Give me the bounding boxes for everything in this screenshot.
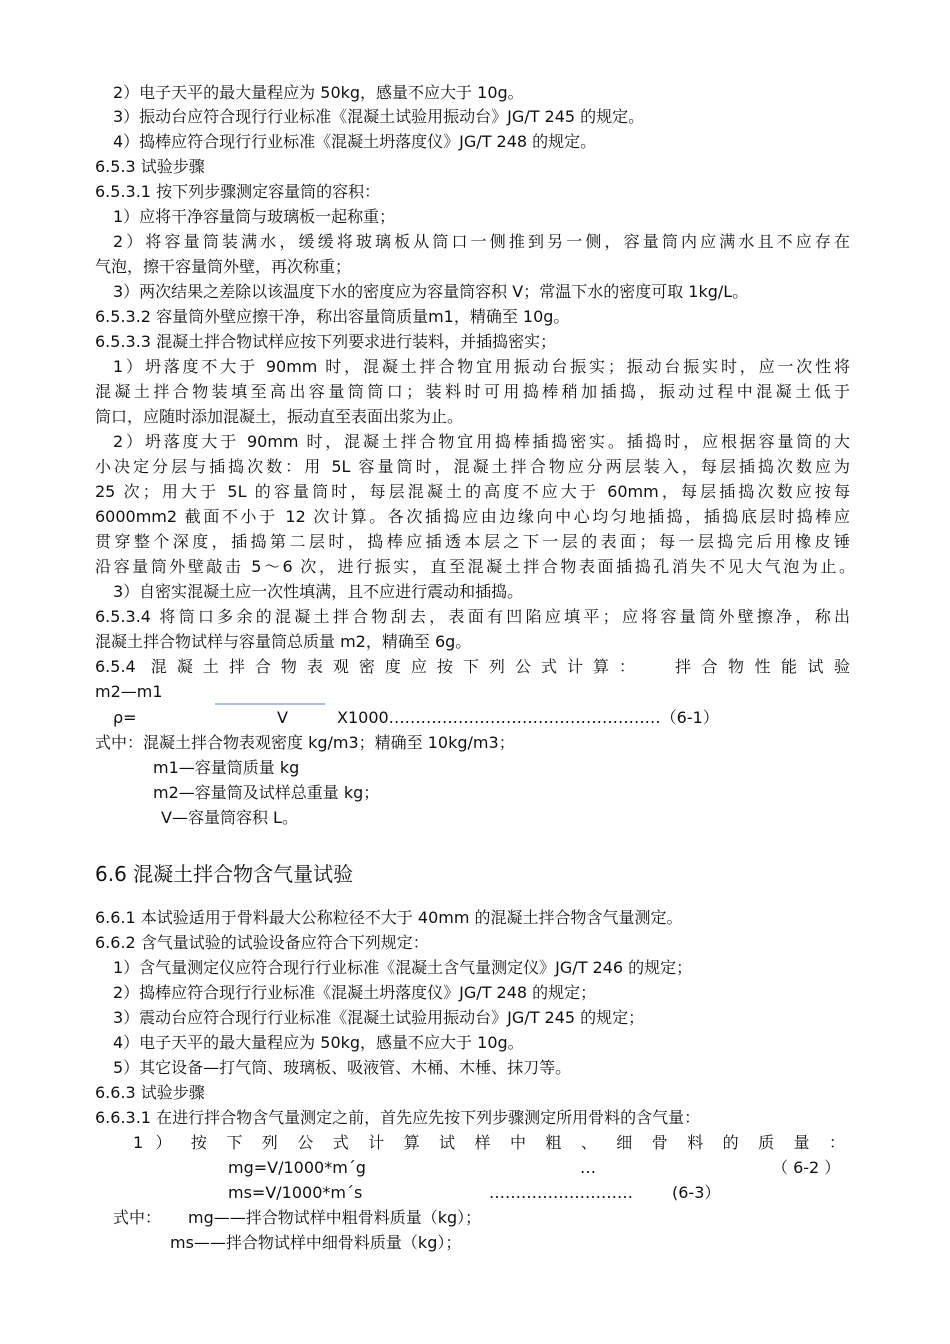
text-line: 式中：混凝土拌合物表观密度 kg/m3；精确至 10kg/m3；	[95, 733, 515, 752]
text-line: V—容量筒容积 L。	[161, 808, 298, 827]
text-line: ms——拌合物试样中细骨料质量（kg）；	[170, 1233, 462, 1252]
formula-denominator: V	[277, 708, 288, 727]
formula-number: （ 6-2 ）	[772, 1158, 841, 1177]
text-line: mg——拌合物试样中粗骨料质量（kg）；	[188, 1208, 482, 1227]
text-line: 3）两次结果之差除以该温度下水的密度应为容量筒容积 V；常温下水的密度可取 1kg/L。	[113, 282, 749, 301]
text-line: 3）振动台应符合现行行业标准《混凝土试验用振动台》JG/T 245 的规定。	[113, 107, 645, 126]
page-header-text: 拌合物性能试验	[675, 657, 850, 676]
text-line: m2—容量筒及试样总重量 kg；	[153, 783, 380, 802]
text-line: 沿容量筒外壁敲击 5～6 次，进行振实，直至混凝土拌合物表面插捣孔消失不见大气泡为止。	[95, 557, 855, 576]
text-line: 2）坍落度大于 90mm 时，混凝土拌合物宜用捣棒插捣密实。插捣时，应根据容量筒的大	[113, 432, 850, 451]
formula-intro: 6.5.4 混凝土拌合物表观密度应按下列公式计算：	[95, 657, 635, 676]
text-line: 贯穿整个深度，插捣第二层时，捣棒应插透本层之下一层的表面；每一层捣完后用橡皮锤	[95, 532, 850, 551]
text-line: 2）将容量筒装满水，缓缓将玻璃板从筒口一侧推到另一侧，容量筒内应满水且不应存在	[113, 232, 850, 251]
formula-number: (6-3）	[672, 1183, 721, 1202]
section-heading: 6.5.3 试验步骤	[95, 157, 205, 176]
text-line: 混凝土拌合物装填至高出容量筒筒口；装料时可用捣棒稍加插捣，振动过程中混凝土低于	[95, 382, 850, 401]
formula-dots: …	[580, 1158, 596, 1177]
text-line: 6.5.3.2 容量筒外壁应擦干净，称出容量筒质量m1，精确至 10g。	[95, 307, 570, 326]
text-line: 6.6.1 本试验适用于骨料最大公称粒径不大于 40mm 的混凝土拌合物含气量测定。	[95, 908, 683, 927]
text-line: 6000mm2 截面不小于 12 次计算。各次插捣应由边缘向中心均匀地插捣，插捣底层时捣棒应	[95, 507, 850, 526]
text-line: 6.5.3.3 混凝土拌合物试样应按下列要求进行装料，并插捣密实；	[95, 332, 557, 351]
text-line: 式中：	[113, 1208, 162, 1227]
formula-ms: ms=V/1000*m´s	[228, 1183, 363, 1202]
text-line: 1）坍落度不大于 90mm 时，混凝土拌合物宜用振动台振实；振动台振实时，应一次性将	[113, 357, 850, 376]
formula-numerator: m2—m1	[95, 682, 163, 701]
text-line: 25 次；用大于 5L 的容量筒时，每层混凝土的高度不应大于 60mm，每层插捣次数应按每	[95, 482, 850, 501]
text-line: 1 ） 按 下 列 公 式 计 算 试 样 中 粗 、 细 骨 料 的 质 量 ：	[133, 1133, 845, 1152]
formula-tail: X1000……………………………………………（6-1）	[337, 708, 719, 727]
text-line: 1）含气量测定仪应符合现行行业标准《混凝土含气量测定仪》JG/T 246 的规定；	[113, 958, 693, 977]
text-line: m1—容量筒质量 kg	[153, 758, 300, 777]
text-line: 筒口，应随时添加混凝土，振动直至表面出浆为止。	[95, 407, 464, 426]
formula-mg: mg=V/1000*m´g	[228, 1158, 366, 1177]
text-line: 混凝土拌合物试样与容量筒总质量 m2，精确至 6g。	[95, 632, 472, 651]
text-line: 6.6.2 含气量试验的试验设备应符合下列规定：	[95, 933, 429, 952]
text-line: 3）震动台应符合现行行业标准《混凝土试验用振动台》JG/T 245 的规定；	[113, 1008, 645, 1027]
text-line: 5）其它设备—打气筒、玻璃板、吸液管、木桶、木棰、抹刀等。	[113, 1058, 572, 1077]
fraction-bar	[215, 703, 325, 705]
formula-symbol: ρ=	[113, 708, 137, 727]
text-line: 2）捣棒应符合现行行业标准《混凝土坍落度仪》JG/T 248 的规定；	[113, 983, 597, 1002]
text-line: 1）应将干净容量筒与玻璃板一起称重；	[113, 207, 396, 226]
text-line: 4）电子天平的最大量程应为 50kg，感量不应大于 10g。	[113, 1033, 524, 1052]
text-line: 6.5.3.1 按下列步骤测定容量筒的容积：	[95, 182, 381, 201]
text-line: 2）电子天平的最大量程应为 50kg，感量不应大于 10g。	[113, 83, 524, 102]
text-line: 3）自密实混凝土应一次性填满，且不应进行震动和插捣。	[113, 582, 524, 601]
section-title: 6.6 混凝土拌合物含气量试验	[95, 862, 354, 886]
text-line: 6.6.3.1 在进行拌合物含气量测定之前，首先应先按下列步骤测定所用骨料的含气量：	[95, 1108, 701, 1127]
text-line: 4）捣棒应符合现行行业标准《混凝土坍落度仪》JG/T 248 的规定。	[113, 132, 597, 151]
section-heading: 6.6.3 试验步骤	[95, 1083, 205, 1102]
text-line: 6.5.3.4 将筒口多余的混凝土拌合物刮去，表面有凹陷应填平；应将容量筒外壁擦净，称出	[95, 607, 850, 626]
formula-dots: ………………………	[489, 1183, 633, 1202]
text-line: 气泡，擦干容量筒外壁，再次称重；	[95, 257, 352, 276]
text-line: 小决定分层与插捣次数：用 5L 容量筒时，混凝土拌合物应分两层装入，每层插捣次数应为	[95, 457, 850, 476]
